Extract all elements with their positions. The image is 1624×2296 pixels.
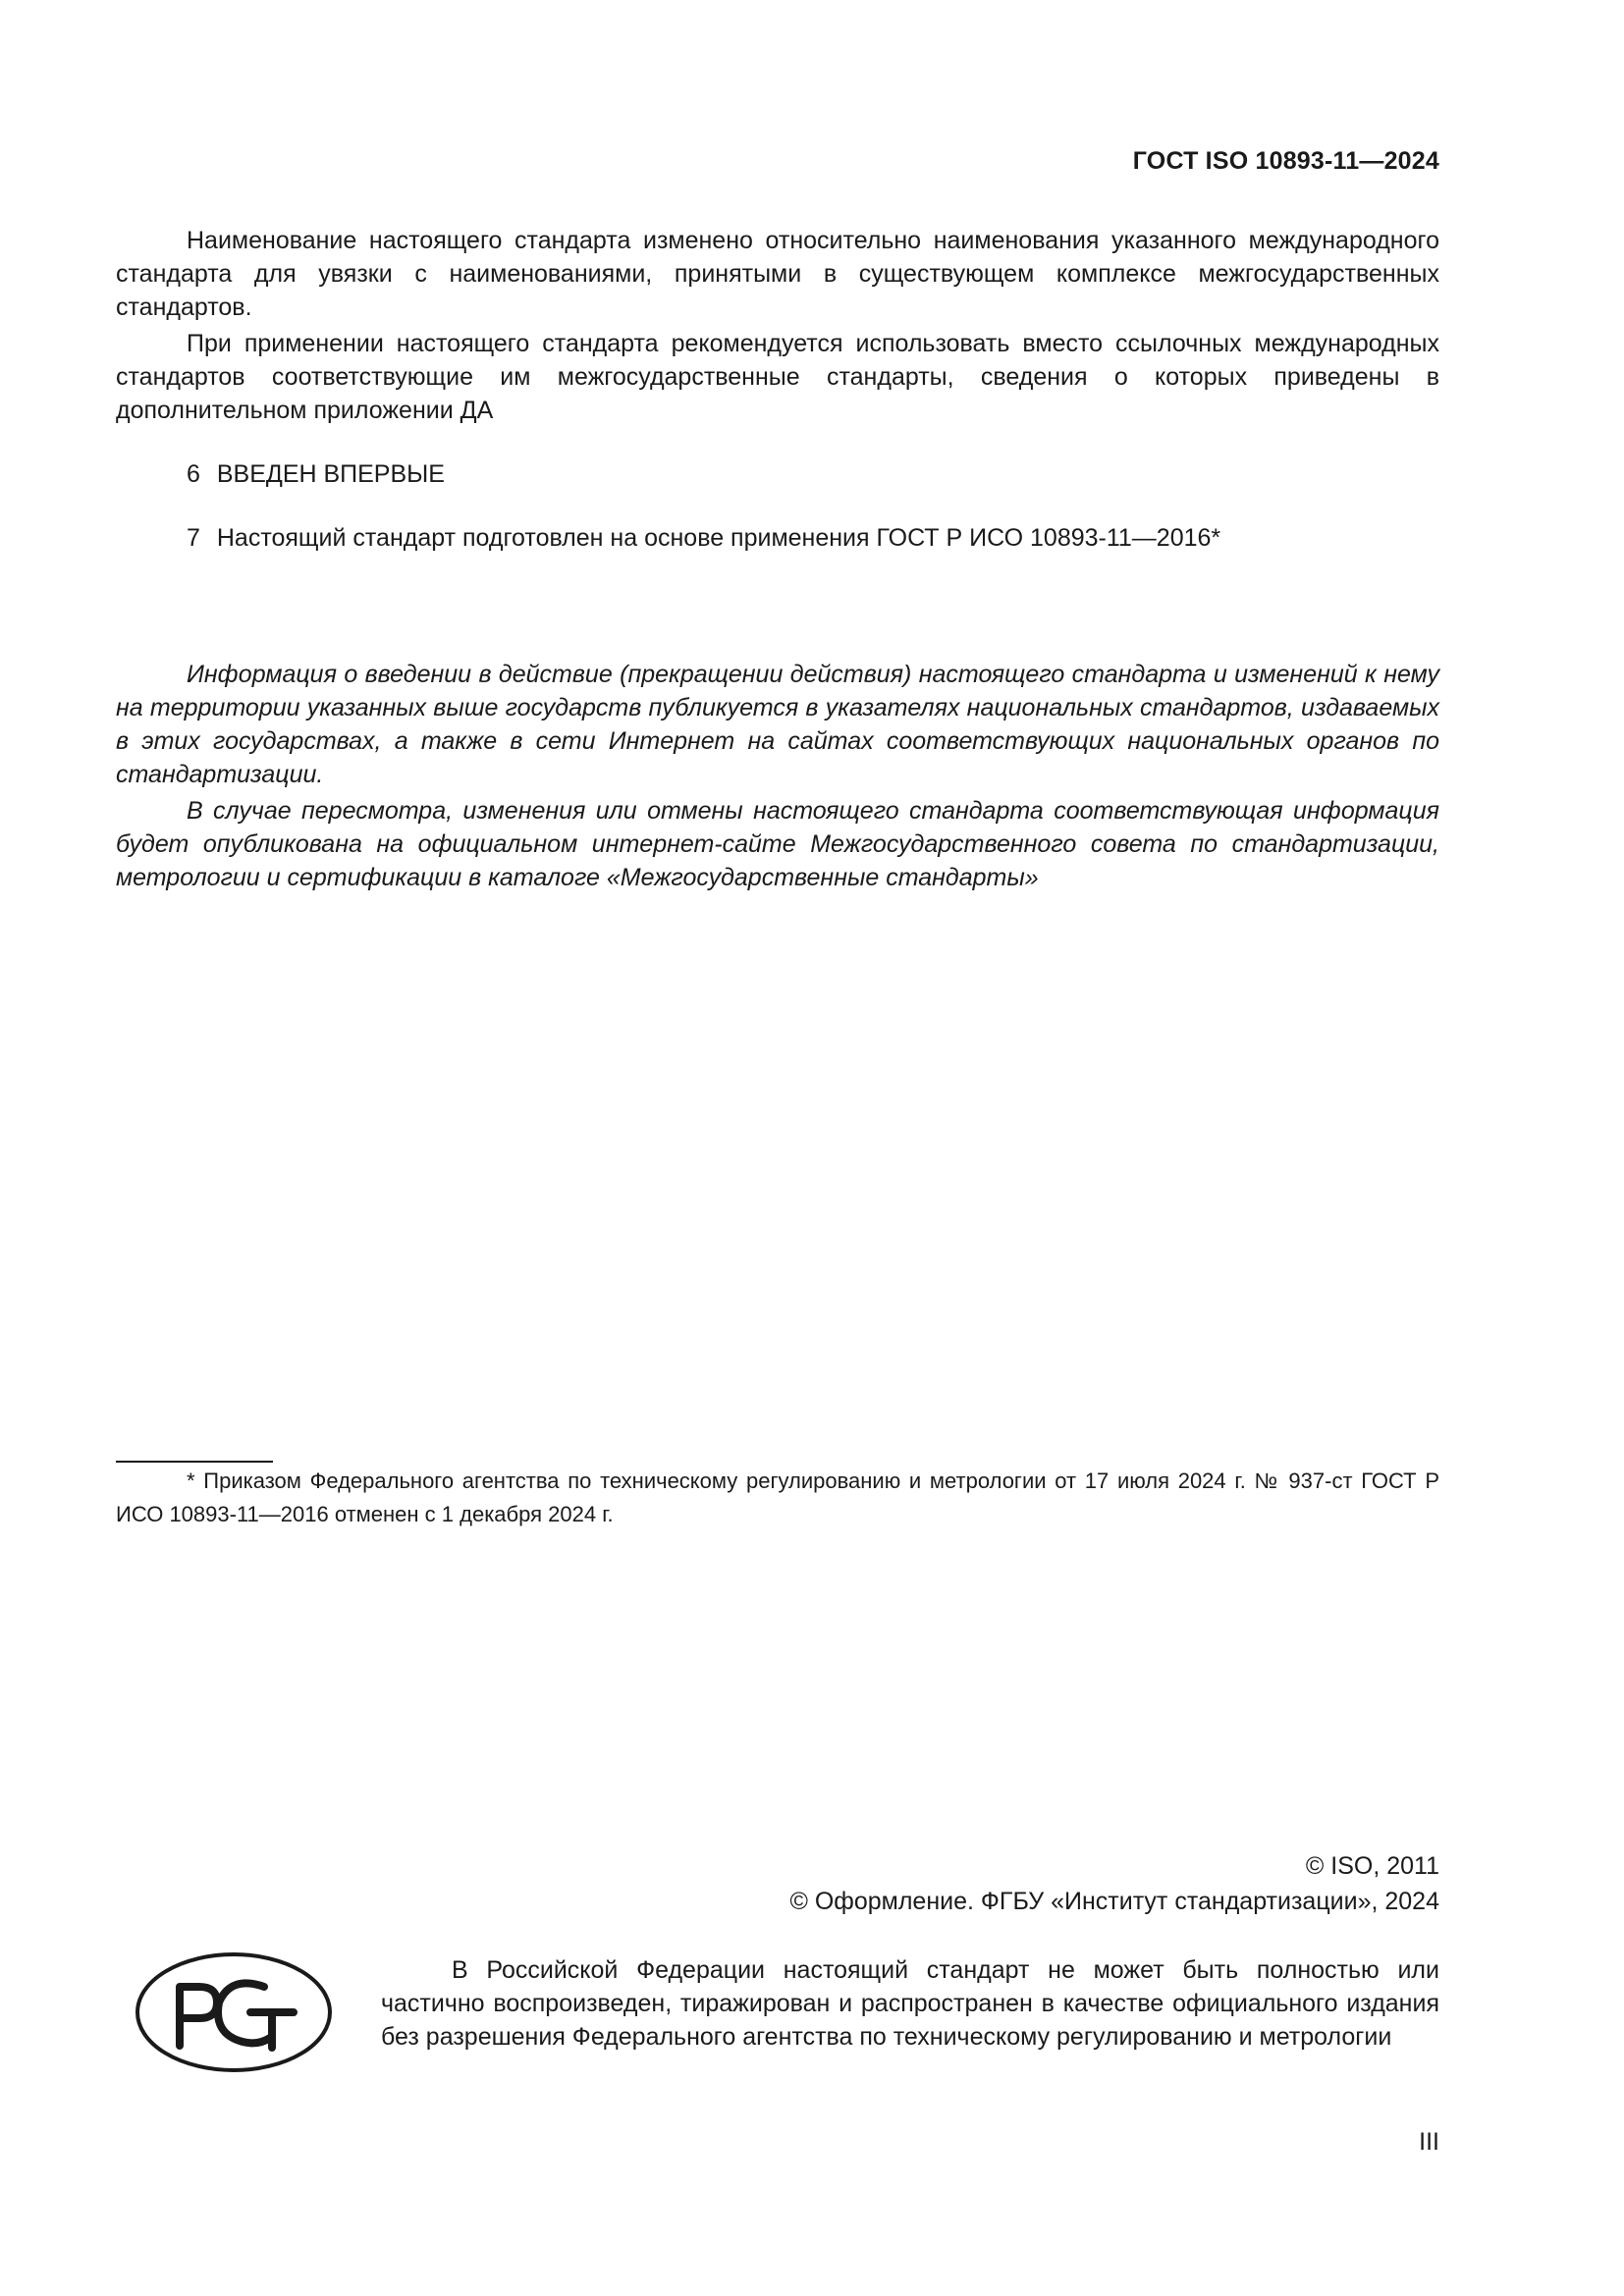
footnote [116, 1465, 1439, 1531]
item-6-text: ВВЕДЕН ВПЕРВЫЕ [216, 460, 445, 488]
standard-code-header: ГОСТ ISO 10893-11—2024 [1132, 147, 1439, 175]
copyright-block [789, 1848, 1439, 1919]
notice-paragraph-publication: Информация о введении в действие (прекращении действия) настоящего стандарта и изменений к нему на территории указанных выше государств публикуется в указателях национальных стандартов, издаваемых в этих государствах, а также в сети Интернет на сайтах соответствующих национальных органов по стандартизации. [116, 661, 1439, 788]
reproduction-text: В Российской Федерации настоящий стандарт не может быть полностью или частично воспроизведен, тиражирован и распространен в качестве официального издания без разрешения Федерального агентства по техническому регулированию и метрологии [381, 1956, 1439, 2051]
reproduction-notice [381, 1953, 1439, 2054]
intro-paragraph-references: При применении настоящего стандарта рекомендуется использовать вместо ссылочных международных стандартов соответствующие им межгосударственные стандарты, сведения о которых приведены в дополнительном приложении ДА [116, 330, 1439, 424]
intro-paragraph-title-change: Наименование настоящего стандарта изменено относительно наименования указанного международного стандарта для увязки с наименованиями, принятыми в существующем комплексе межгосударственных стандартов. [116, 227, 1439, 321]
notice-paragraph-revision: В случае пересмотра, изменения или отмены настоящего стандарта соответствующая информация будет опубликована на официальном интернет-сайте Межгосударственного совета по стандартизации, метрологии и сертификации в каталоге «Межгосударственные стандарты» [116, 797, 1439, 891]
enforcement-notice [116, 658, 1439, 894]
footnote-divider [116, 1461, 273, 1463]
item-6 [187, 457, 445, 491]
item-7-text: Настоящий стандарт подготовлен на основе применения ГОСТ Р ИСО 10893-11—2016* [216, 524, 1221, 552]
item-6-number: 6 [187, 460, 200, 488]
item-7 [187, 521, 1220, 555]
item-7-number: 7 [187, 524, 200, 552]
page-number: III [1419, 2128, 1439, 2156]
copyright-design: © Оформление. ФГБУ «Институт стандартизации», 2024 [789, 1888, 1439, 1915]
rst-certification-mark-icon [135, 1951, 333, 2073]
copyright-iso: © ISO, 2011 [1305, 1852, 1439, 1880]
intro-section [116, 224, 1439, 427]
footnote-text: * Приказом Федерального агентства по техническому регулированию и метрологии от 17 июля 2024 г. № 937-ст ГОСТ Р ИСО 10893-11—2016 отменен с 1 декабря 2024 г. [116, 1468, 1439, 1526]
